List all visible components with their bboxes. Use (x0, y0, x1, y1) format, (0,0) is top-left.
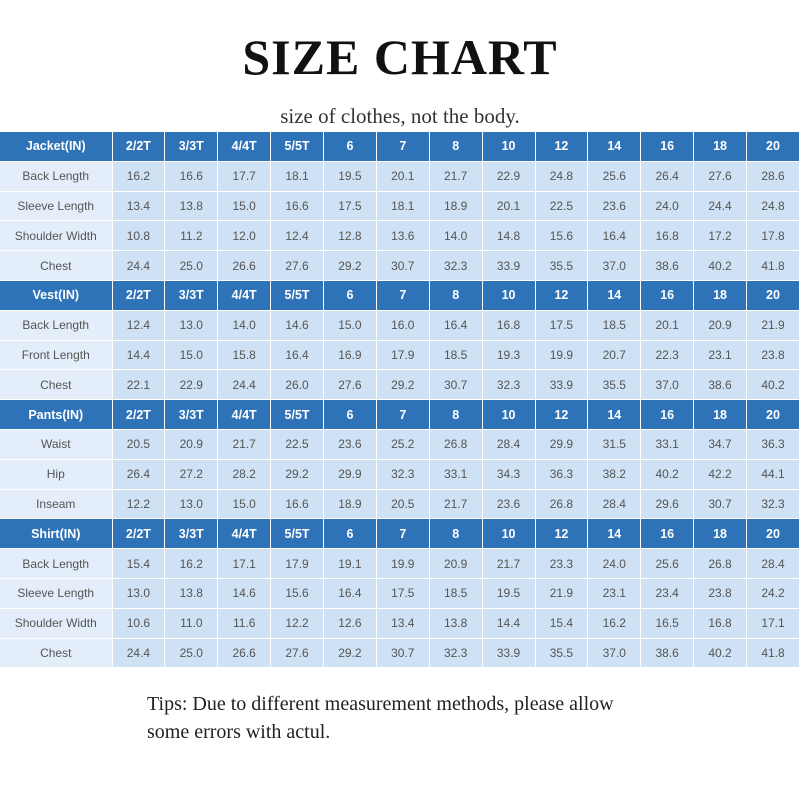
size-column-header: 6 (324, 519, 377, 549)
measurement-value: 38.2 (588, 459, 641, 489)
size-column-header: 8 (429, 132, 482, 161)
measurement-value: 11.6 (218, 608, 271, 638)
measurement-value: 19.1 (324, 549, 377, 579)
size-column-header: 4/4T (218, 519, 271, 549)
table-row (0, 638, 800, 668)
measurement-label: Waist (0, 429, 112, 459)
measurement-value: 20.5 (376, 489, 429, 519)
measurement-value: 23.8 (747, 340, 800, 370)
measurement-value: 16.2 (112, 161, 165, 191)
measurement-value: 28.4 (747, 549, 800, 579)
size-column-header: 12 (535, 132, 588, 161)
measurement-value: 30.7 (694, 489, 747, 519)
size-column-header: 3/3T (165, 280, 218, 310)
measurement-value: 16.4 (271, 340, 324, 370)
size-column-header: 20 (747, 280, 800, 310)
measurement-value: 29.2 (324, 251, 377, 281)
measurement-value: 21.7 (482, 549, 535, 579)
measurement-value: 20.5 (112, 429, 165, 459)
size-column-header: 2/2T (112, 400, 165, 430)
measurement-value: 26.0 (271, 370, 324, 400)
size-column-header: 7 (376, 132, 429, 161)
measurement-value: 18.5 (429, 578, 482, 608)
size-column-header: 16 (641, 519, 694, 549)
measurement-value: 12.2 (271, 608, 324, 638)
size-column-header: 18 (694, 280, 747, 310)
measurement-value: 38.6 (641, 638, 694, 668)
measurement-label: Shoulder Width (0, 221, 112, 251)
table-row (0, 429, 800, 459)
measurement-value: 24.0 (588, 549, 641, 579)
measurement-label: Front Length (0, 340, 112, 370)
measurement-value: 26.6 (218, 251, 271, 281)
measurement-value: 25.0 (165, 251, 218, 281)
measurement-value: 33.1 (429, 459, 482, 489)
measurement-value: 18.9 (324, 489, 377, 519)
measurement-value: 30.7 (376, 251, 429, 281)
measurement-value: 29.2 (271, 459, 324, 489)
measurement-value: 18.5 (588, 310, 641, 340)
measurement-value: 15.6 (271, 578, 324, 608)
measurement-value: 41.8 (747, 638, 800, 668)
size-column-header: 14 (588, 280, 641, 310)
measurement-value: 41.8 (747, 251, 800, 281)
measurement-value: 22.9 (482, 161, 535, 191)
table-row (0, 489, 800, 519)
chart-subtitle: size of clothes, not the body. (280, 104, 520, 128)
measurement-value: 23.6 (588, 191, 641, 221)
table-row (0, 608, 800, 638)
measurement-value: 33.9 (482, 251, 535, 281)
measurement-value: 20.1 (482, 191, 535, 221)
size-column-header: 3/3T (165, 400, 218, 430)
measurement-value: 40.2 (747, 370, 800, 400)
measurement-label: Hip (0, 459, 112, 489)
measurement-value: 25.6 (588, 161, 641, 191)
measurement-value: 29.6 (641, 489, 694, 519)
measurement-value: 17.5 (376, 578, 429, 608)
measurement-label: Back Length (0, 310, 112, 340)
measurement-value: 34.3 (482, 459, 535, 489)
measurement-label: Inseam (0, 489, 112, 519)
measurement-value: 24.4 (112, 638, 165, 668)
measurement-value: 20.7 (588, 340, 641, 370)
measurement-label: Chest (0, 370, 112, 400)
measurement-value: 35.5 (588, 370, 641, 400)
size-column-header: 3/3T (165, 132, 218, 161)
measurement-value: 13.4 (376, 608, 429, 638)
measurement-value: 12.4 (271, 221, 324, 251)
size-column-header: 4/4T (218, 280, 271, 310)
measurement-value: 17.1 (218, 549, 271, 579)
measurement-value: 29.9 (535, 429, 588, 459)
section-header-label: Vest(IN) (0, 280, 112, 310)
measurement-value: 36.3 (535, 459, 588, 489)
measurement-label: Back Length (0, 549, 112, 579)
measurement-value: 23.4 (641, 578, 694, 608)
size-column-header: 5/5T (271, 519, 324, 549)
measurement-value: 18.9 (429, 191, 482, 221)
measurement-value: 15.0 (324, 310, 377, 340)
measurement-value: 32.3 (429, 638, 482, 668)
measurement-value: 14.8 (482, 221, 535, 251)
measurement-value: 35.5 (535, 638, 588, 668)
table-row (0, 310, 800, 340)
size-column-header: 4/4T (218, 400, 271, 430)
measurement-value: 38.6 (641, 251, 694, 281)
size-column-header: 12 (535, 519, 588, 549)
size-column-header: 8 (429, 519, 482, 549)
measurement-value: 23.1 (694, 340, 747, 370)
measurement-value: 16.8 (694, 608, 747, 638)
measurement-value: 27.6 (694, 161, 747, 191)
measurement-value: 16.5 (641, 608, 694, 638)
measurement-value: 13.0 (112, 578, 165, 608)
measurement-value: 29.9 (324, 459, 377, 489)
measurement-value: 26.4 (112, 459, 165, 489)
table-row (0, 578, 800, 608)
size-column-header: 7 (376, 280, 429, 310)
measurement-label: Chest (0, 638, 112, 668)
measurement-value: 13.8 (429, 608, 482, 638)
measurement-value: 14.6 (218, 578, 271, 608)
size-column-header: 2/2T (112, 519, 165, 549)
measurement-value: 10.8 (112, 221, 165, 251)
measurement-value: 20.9 (694, 310, 747, 340)
measurement-value: 28.4 (482, 429, 535, 459)
measurement-value: 18.1 (271, 161, 324, 191)
measurement-value: 37.0 (588, 251, 641, 281)
measurement-value: 16.8 (641, 221, 694, 251)
measurement-value: 13.0 (165, 489, 218, 519)
measurement-value: 14.4 (112, 340, 165, 370)
measurement-value: 16.2 (165, 549, 218, 579)
size-column-header: 4/4T (218, 132, 271, 161)
measurement-value: 24.0 (641, 191, 694, 221)
measurement-value: 27.6 (271, 638, 324, 668)
measurement-value: 21.7 (429, 161, 482, 191)
measurement-value: 25.2 (376, 429, 429, 459)
measurement-value: 23.6 (324, 429, 377, 459)
table-row (0, 221, 800, 251)
size-column-header: 12 (535, 400, 588, 430)
measurement-value: 29.2 (376, 370, 429, 400)
size-column-header: 7 (376, 519, 429, 549)
measurement-value: 15.6 (535, 221, 588, 251)
table-row (0, 340, 800, 370)
size-column-header: 16 (641, 400, 694, 430)
size-column-header: 14 (588, 132, 641, 161)
measurement-value: 24.4 (218, 370, 271, 400)
measurement-value: 33.9 (535, 370, 588, 400)
measurement-value: 15.4 (535, 608, 588, 638)
tips-line-1: Tips: Due to different measurement methods, please allow (147, 693, 614, 715)
size-column-header: 20 (747, 132, 800, 161)
section-header-row (0, 132, 800, 161)
measurement-value: 18.1 (376, 191, 429, 221)
measurement-value: 17.9 (271, 549, 324, 579)
size-column-header: 10 (482, 519, 535, 549)
section-header-label: Jacket(IN) (0, 132, 112, 161)
measurement-value: 12.6 (324, 608, 377, 638)
size-column-header: 12 (535, 280, 588, 310)
measurement-value: 22.5 (535, 191, 588, 221)
measurement-value: 16.4 (324, 578, 377, 608)
measurement-value: 32.3 (376, 459, 429, 489)
size-column-header: 3/3T (165, 519, 218, 549)
measurement-value: 22.1 (112, 370, 165, 400)
measurement-value: 19.9 (376, 549, 429, 579)
measurement-value: 20.1 (641, 310, 694, 340)
measurement-value: 17.1 (747, 608, 800, 638)
measurement-value: 32.3 (747, 489, 800, 519)
measurement-value: 40.2 (641, 459, 694, 489)
section-header-label: Pants(IN) (0, 400, 112, 430)
size-column-header: 14 (588, 400, 641, 430)
measurement-value: 32.3 (482, 370, 535, 400)
size-column-header: 8 (429, 400, 482, 430)
measurement-value: 33.9 (482, 638, 535, 668)
measurement-value: 24.8 (535, 161, 588, 191)
measurement-value: 15.8 (218, 340, 271, 370)
measurement-value: 26.8 (694, 549, 747, 579)
tips-line-2: some errors with actul. (147, 721, 331, 743)
table-row (0, 191, 800, 221)
size-column-header: 10 (482, 132, 535, 161)
measurement-value: 24.4 (112, 251, 165, 281)
table-row (0, 251, 800, 281)
measurement-value: 16.4 (588, 221, 641, 251)
size-column-header: 8 (429, 280, 482, 310)
size-column-header: 16 (641, 132, 694, 161)
chart-title: SIZE CHART (242, 29, 558, 85)
measurement-value: 16.6 (165, 161, 218, 191)
measurement-value: 11.0 (165, 608, 218, 638)
measurement-value: 16.6 (271, 489, 324, 519)
table-row (0, 459, 800, 489)
size-column-header: 16 (641, 280, 694, 310)
measurement-value: 16.2 (588, 608, 641, 638)
measurement-value: 14.6 (271, 310, 324, 340)
measurement-value: 26.4 (641, 161, 694, 191)
measurement-value: 13.8 (165, 578, 218, 608)
measurement-value: 17.9 (376, 340, 429, 370)
measurement-value: 26.8 (429, 429, 482, 459)
measurement-value: 22.3 (641, 340, 694, 370)
size-column-header: 18 (694, 132, 747, 161)
measurement-value: 16.6 (271, 191, 324, 221)
measurement-value: 28.2 (218, 459, 271, 489)
measurement-value: 19.5 (324, 161, 377, 191)
measurement-value: 32.3 (429, 251, 482, 281)
measurement-value: 33.1 (641, 429, 694, 459)
measurement-value: 27.2 (165, 459, 218, 489)
measurement-value: 23.1 (588, 578, 641, 608)
measurement-value: 26.6 (218, 638, 271, 668)
measurement-value: 24.4 (694, 191, 747, 221)
measurement-value: 17.5 (535, 310, 588, 340)
measurement-value: 28.6 (747, 161, 800, 191)
measurement-value: 22.9 (165, 370, 218, 400)
measurement-value: 14.0 (429, 221, 482, 251)
measurement-value: 28.4 (588, 489, 641, 519)
size-column-header: 5/5T (271, 132, 324, 161)
measurement-value: 31.5 (588, 429, 641, 459)
size-column-header: 20 (747, 519, 800, 549)
measurement-value: 19.3 (482, 340, 535, 370)
measurement-value: 25.6 (641, 549, 694, 579)
size-column-header: 18 (694, 400, 747, 430)
measurement-value: 15.4 (112, 549, 165, 579)
measurement-value: 13.4 (112, 191, 165, 221)
measurement-value: 15.0 (218, 191, 271, 221)
measurement-value: 25.0 (165, 638, 218, 668)
size-column-header: 6 (324, 280, 377, 310)
measurement-value: 15.0 (218, 489, 271, 519)
section-header-row (0, 519, 800, 549)
measurement-value: 14.4 (482, 608, 535, 638)
table-row (0, 370, 800, 400)
measurement-value: 21.9 (535, 578, 588, 608)
measurement-value: 26.8 (535, 489, 588, 519)
measurement-value: 18.5 (429, 340, 482, 370)
measurement-label: Sleeve Length (0, 578, 112, 608)
size-column-header: 14 (588, 519, 641, 549)
measurement-value: 23.8 (694, 578, 747, 608)
section-header-row (0, 400, 800, 430)
measurement-value: 40.2 (694, 251, 747, 281)
size-chart-table (0, 132, 800, 668)
measurement-value: 17.2 (694, 221, 747, 251)
measurement-value: 12.2 (112, 489, 165, 519)
size-column-header: 7 (376, 400, 429, 430)
measurement-value: 21.9 (747, 310, 800, 340)
measurement-value: 15.0 (165, 340, 218, 370)
measurement-value: 12.8 (324, 221, 377, 251)
measurement-value: 30.7 (429, 370, 482, 400)
measurement-value: 27.6 (324, 370, 377, 400)
measurement-value: 27.6 (271, 251, 324, 281)
measurement-value: 13.6 (376, 221, 429, 251)
size-column-header: 18 (694, 519, 747, 549)
measurement-value: 37.0 (588, 638, 641, 668)
measurement-value: 38.6 (694, 370, 747, 400)
measurement-value: 16.9 (324, 340, 377, 370)
measurement-label: Shoulder Width (0, 608, 112, 638)
section-header-row (0, 280, 800, 310)
measurement-value: 16.4 (429, 310, 482, 340)
size-column-header: 2/2T (112, 132, 165, 161)
measurement-value: 20.9 (165, 429, 218, 459)
measurement-label: Chest (0, 251, 112, 281)
measurement-value: 42.2 (694, 459, 747, 489)
size-column-header: 6 (324, 132, 377, 161)
measurement-value: 16.8 (482, 310, 535, 340)
measurement-value: 34.7 (694, 429, 747, 459)
measurement-value: 35.5 (535, 251, 588, 281)
measurement-value: 11.2 (165, 221, 218, 251)
measurement-value: 24.2 (747, 578, 800, 608)
measurement-value: 36.3 (747, 429, 800, 459)
measurement-value: 21.7 (429, 489, 482, 519)
measurement-value: 12.0 (218, 221, 271, 251)
measurement-value: 14.0 (218, 310, 271, 340)
measurement-value: 23.6 (482, 489, 535, 519)
measurement-value: 16.0 (376, 310, 429, 340)
measurement-value: 17.5 (324, 191, 377, 221)
measurement-value: 22.5 (271, 429, 324, 459)
size-column-header: 20 (747, 400, 800, 430)
measurement-value: 13.8 (165, 191, 218, 221)
measurement-value: 13.0 (165, 310, 218, 340)
measurement-value: 12.4 (112, 310, 165, 340)
size-column-header: 2/2T (112, 280, 165, 310)
measurement-value: 30.7 (376, 638, 429, 668)
measurement-value: 20.1 (376, 161, 429, 191)
measurement-value: 24.8 (747, 191, 800, 221)
measurement-value: 40.2 (694, 638, 747, 668)
size-column-header: 10 (482, 400, 535, 430)
measurement-value: 20.9 (429, 549, 482, 579)
measurement-value: 37.0 (641, 370, 694, 400)
measurement-label: Back Length (0, 161, 112, 191)
measurement-value: 21.7 (218, 429, 271, 459)
size-column-header: 5/5T (271, 400, 324, 430)
section-header-label: Shirt(IN) (0, 519, 112, 549)
size-column-header: 5/5T (271, 280, 324, 310)
measurement-value: 10.6 (112, 608, 165, 638)
table-row (0, 549, 800, 579)
measurement-value: 17.8 (747, 221, 800, 251)
table-row (0, 161, 800, 191)
measurement-value: 19.9 (535, 340, 588, 370)
measurement-value: 29.2 (324, 638, 377, 668)
measurement-value: 17.7 (218, 161, 271, 191)
measurement-value: 44.1 (747, 459, 800, 489)
size-column-header: 10 (482, 280, 535, 310)
tips-note (147, 690, 747, 746)
measurement-label: Sleeve Length (0, 191, 112, 221)
measurement-value: 23.3 (535, 549, 588, 579)
size-column-header: 6 (324, 400, 377, 430)
measurement-value: 19.5 (482, 578, 535, 608)
